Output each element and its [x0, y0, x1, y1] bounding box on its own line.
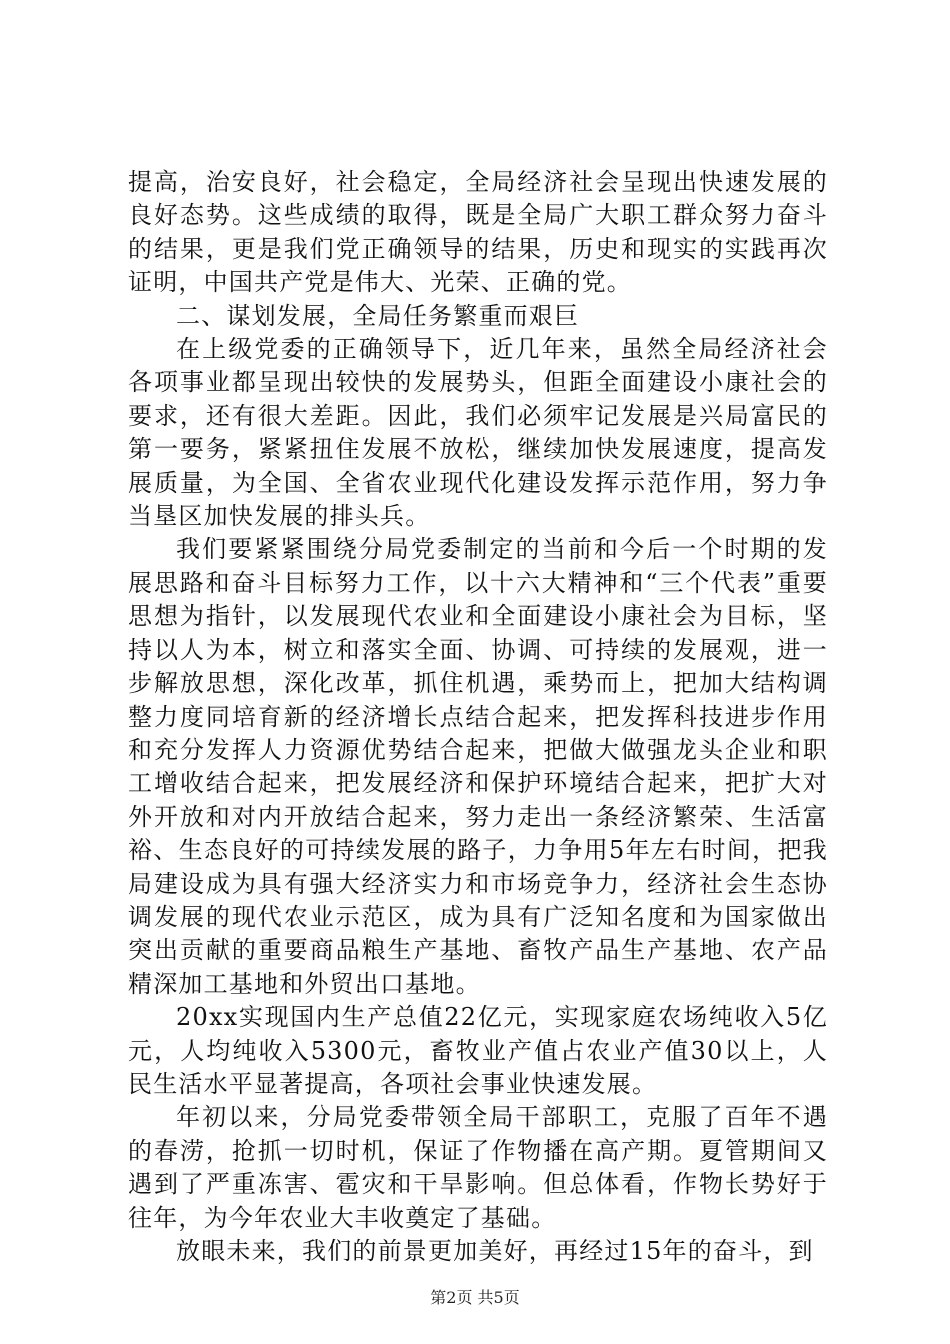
- paragraph: 在上级党委的正确领导下，近几年来，虽然全局经济社会各项事业都呈现出较快的发展势头，但距全面建设小康社会的要求，还有很大差距。因此，我们必须牢记发展是兴局富民的第一要务，紧紧扭住发展不放松，继续加快发展速度，提高发展质量，为全国、全省农业现代化建设发挥示范作用，努力争当垦区加快发展的排头兵。: [128, 335, 828, 531]
- paragraph-continuation: 提高，治安良好，社会稳定，全局经济社会呈现出快速发展的良好态势。这些成绩的取得，既是全局广大职工群众努力奋斗的结果，更是我们党正确领导的结果，历史和现实的实践再次证明，中国共产党是伟大、光荣、正确的党。: [128, 168, 828, 297]
- document-body: [128, 166, 828, 1268]
- paragraph: 我们要紧紧围绕分局党委制定的当前和今后一个时期的发展思路和奋斗目标努力工作，以十六大精神和“三个代表”重要思想为指针，以发展现代农业和全面建设小康社会为目标，坚持以人为本，树立和落实全面、协调、可持续的发展观，进一步解放思想，深化改革，抓住机遇，乘势而上，把加大结构调整力度同培育新的经济增长点结合起来，把发挥科技进步作用和充分发挥人力资源优势结合起来，把做大做强龙头企业和职工增收结合起来，把发展经济和保护环境结合起来，把扩大对外开放和对内开放结合起来，努力走出一条经济繁荣、生活富裕、生态良好的可持续发展的路子，力争用5年左右时间，把我局建设成为具有强大经济实力和市场竞争力，经济社会生态协调发展的现代农业示范区，成为具有广泛知名度和为国家做出突出贡献的重要商品粮生产基地、畜牧产品生产基地、农产品精深加工基地和外贸出口基地。: [128, 535, 828, 998]
- paragraph: 20xx实现国内生产总值22亿元，实现家庭农场纯收入5亿元，人均纯收入5300元，畜牧业产值占农业产值30以上，人民生活水平显著提高，各项社会事业快速发展。: [128, 1003, 828, 1098]
- paragraph: 放眼未来，我们的前景更加美好，再经过15年的奋斗，到: [176, 1237, 814, 1265]
- page-number-footer: 第2页 共5页: [430, 1288, 520, 1307]
- section-heading: 二、谋划发展，全局任务繁重而艰巨: [176, 301, 580, 330]
- paragraph: 年初以来，分局党委带领全局干部职工，克服了百年不遇的春涝，抢抓一切时机，保证了作物播在高产期。夏管期间又遇到了严重冻害、雹灾和干旱影响。但总体看，作物长势好于往年，为今年农业大丰收奠定了基础。: [128, 1103, 828, 1232]
